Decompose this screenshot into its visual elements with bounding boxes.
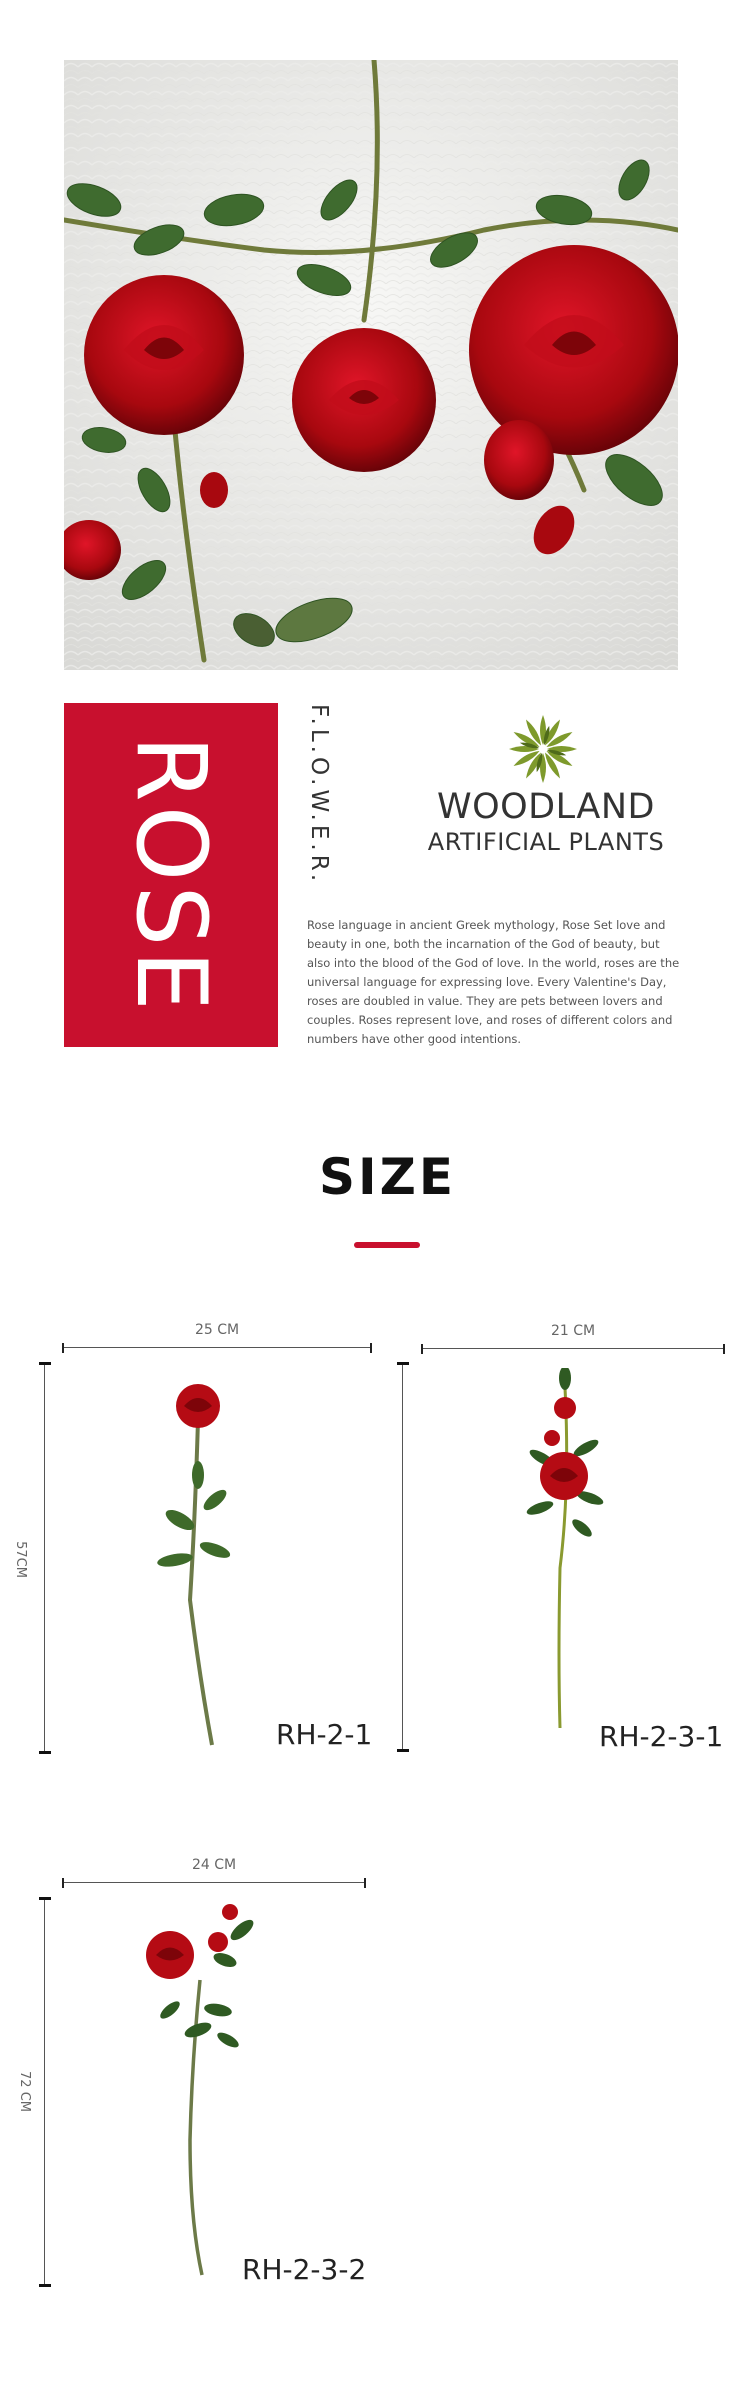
- size-heading-underline: [354, 1242, 420, 1248]
- flower-vertical-label: F.L.O.W.E.R.: [306, 704, 332, 886]
- description-line: roses are doubled in value. They are pets between lovers and: [307, 994, 663, 1008]
- height-label: 57CM: [12, 1541, 28, 1578]
- height-dimension-line: [39, 1362, 51, 1754]
- model-code: RH-2-3-1: [599, 1720, 724, 1753]
- rose-stem-single-image: [150, 1380, 250, 1755]
- roses-illustration: [64, 60, 678, 670]
- description-line: Rose language in ancient Greek mythology, Rose Set love and: [307, 918, 666, 932]
- width-label: 21 CM: [550, 1323, 596, 1339]
- width-dimension-line: [62, 1343, 372, 1353]
- width-label: 24 CM: [191, 1857, 237, 1873]
- width-dimension-line: [421, 1344, 725, 1354]
- width-dimension-line: [62, 1878, 366, 1888]
- rose-title: ROSE: [115, 735, 227, 1015]
- description-line: numbers have other good intentions.: [307, 1032, 522, 1046]
- height-dimension-line: [39, 1897, 51, 2287]
- rose-stem-triple-image: [130, 1900, 270, 2285]
- width-label: 25 CM: [194, 1322, 240, 1338]
- model-code: RH-2-3-2: [242, 2253, 367, 2286]
- description-line: also into the blood of the God of love. In the world, roses are the: [307, 956, 680, 970]
- rose-stem-triple-image: [520, 1368, 610, 1743]
- rose-title-block: [64, 703, 278, 1047]
- description-text: [307, 916, 692, 1049]
- brand-name: WOODLAND: [436, 787, 656, 827]
- description-line: beauty in one, both the incarnation of the God of beauty, but: [307, 937, 660, 951]
- description-line: couples. Roses represent love, and roses of different colors and: [307, 1013, 673, 1027]
- hero-image: [64, 60, 678, 670]
- height-label: 72 CM: [16, 2071, 32, 2112]
- model-code: RH-2-1: [276, 1718, 373, 1751]
- leaf-burst-icon: [506, 712, 580, 786]
- size-heading: SIZE: [318, 1148, 457, 1206]
- brand-tagline: ARTIFICIAL PLANTS: [427, 828, 665, 856]
- description-line: universal language for expressing love. Every Valentine's Day,: [307, 975, 667, 989]
- height-dimension-line: [397, 1362, 409, 1752]
